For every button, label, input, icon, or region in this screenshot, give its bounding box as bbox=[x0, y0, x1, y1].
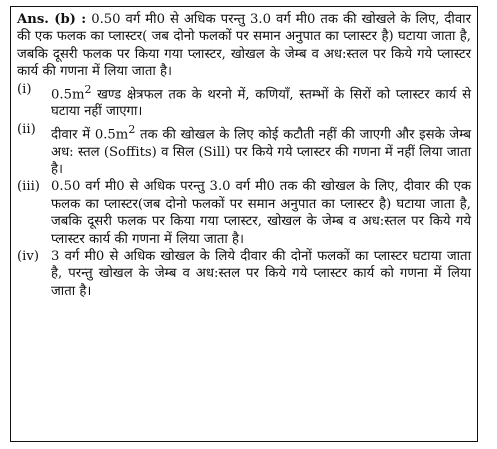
item-text bbox=[51, 121, 471, 179]
item-text-pre: 0.5m bbox=[51, 87, 85, 103]
item-text bbox=[51, 81, 471, 121]
list-item-ii bbox=[17, 121, 471, 179]
item-text-pre: दीवार में 0.5m bbox=[51, 127, 129, 143]
item-number: (iii) bbox=[17, 179, 40, 195]
list-item-iv bbox=[17, 248, 471, 300]
answer-box bbox=[10, 6, 478, 442]
answer-label: Ans. (b) : bbox=[17, 12, 87, 27]
item-text-post: खण्ड क्षेत्रफल तक के थरनो में, कणियाँ, स्तम्भों के सिरों को प्लास्टर कार्य से घटाया नहीं जाएगा। bbox=[51, 87, 471, 120]
item-number: (i) bbox=[17, 81, 32, 97]
item-number: (iv) bbox=[17, 249, 39, 265]
item-text: 3 वर्ग मी0 से अधिक खोखल के लिये दीवार की दोनों फलकों का प्लास्टर घटाया जाता है, परन्तु खोखल के जेम्ब व अध:स्तल पर किये गये प्लास्टर कार्य को गणना में लिया जाता है। bbox=[51, 249, 471, 299]
answer-paragraph bbox=[17, 11, 471, 81]
item-text-post: तक की खोखल के लिए कोई कटौती नहीं की जाएगी और इसके जेम्ब अध: स्तल (Soffits) व सिल (Sill) पर किये गये प्लास्टर की गणना में नहीं लिया जाता है। bbox=[51, 127, 471, 178]
item-text: 0.50 वर्ग मी0 से अधिक परन्तु 3.0 वर्ग मी0 तक की खोखल के लिए, दीवार की एक फलक का प्लास्टर(जब दोनो फलकों पर समान अनुपात का प्लास्टर है) घटाया जाता है, जबकि दूसरी फलक पर किया गया प्लास्टर, खोखल के जेम्ब व अध:स्तल पर किये गये प्लास्टर कार्य की गणना में लिया जाता है। bbox=[51, 179, 471, 247]
answer-text: 0.50 वर्ग मी0 से अधिक परन्तु 3.0 वर्ग मी0 तक की खोखले के लिए, दीवार की एक फलक का प्लास्टर( जब दोनो फलकों पर समान अनुपात का प्लास्टर है) घटाया जाता है, जबकि दूसरी फलक पर किया गया प्लास्टर, खोखल के जेम्ब व अध:स्तल पर किये गये प्लास्टर कार्य की गणना में लिया जाता है। bbox=[17, 12, 471, 80]
superscript: 2 bbox=[84, 82, 92, 96]
item-number: (ii) bbox=[17, 121, 36, 137]
list-item-i bbox=[17, 81, 471, 121]
list-item-iii bbox=[17, 178, 471, 248]
superscript: 2 bbox=[128, 122, 136, 136]
